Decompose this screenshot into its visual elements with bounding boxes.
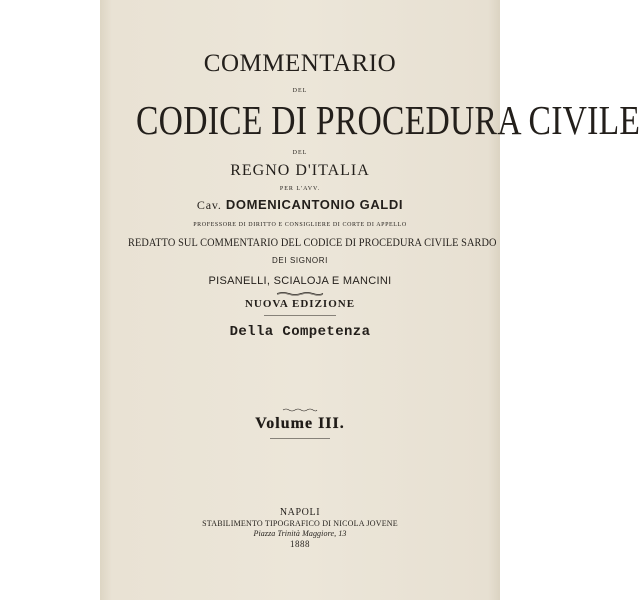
imprint-place: NAPOLI [279,507,321,518]
imprint-year: 1888 [290,539,310,549]
edition-line: NUOVA EDIZIONE [244,298,356,310]
co-authors-line: PISANELLI, SCIALOJA E MANCINI [208,275,392,287]
ornament-divider-2 [260,314,340,317]
title-line-codice: CODICE DI PROCEDURA CIVILE [136,97,640,143]
author-name: DOMENICANTONIO GALDI [225,197,404,212]
redatto-line: REDATTO SUL COMMENTARIO DEL CODICE DI PROCEDURA CIVILE SARDO [128,235,497,249]
title-page [100,0,640,600]
ornament-divider-1 [275,291,325,296]
del-connector-2: DEL [292,150,308,156]
dei-signori-line: DEI SIGNORI [272,256,328,265]
imprint-printer: STABILIMENTO TIPOGRAFICO DI NICOLA JOVENE [202,519,398,528]
title-line-commentario: COMMENTARIO [203,50,397,77]
del-connector-1: DEL [292,88,308,94]
imprint-address: Piazza Trinità Maggiore, 13 [253,529,347,538]
author-titles: PROFESSORE DI DIRITTO E CONSIGLIERE DI CORTE DI APPELLO [193,222,407,228]
kingdom-line: REGNO D'ITALIA [230,162,370,179]
ornament-divider-3 [282,408,318,412]
ornament-divider-4 [268,437,332,440]
per-lavv-line: PER L'AVV. [279,186,321,192]
author-line [100,198,500,211]
section-title: Della Competenza [229,324,371,340]
author-prefix: Cav. [196,198,222,212]
volume-label: Volume III. [255,415,345,432]
